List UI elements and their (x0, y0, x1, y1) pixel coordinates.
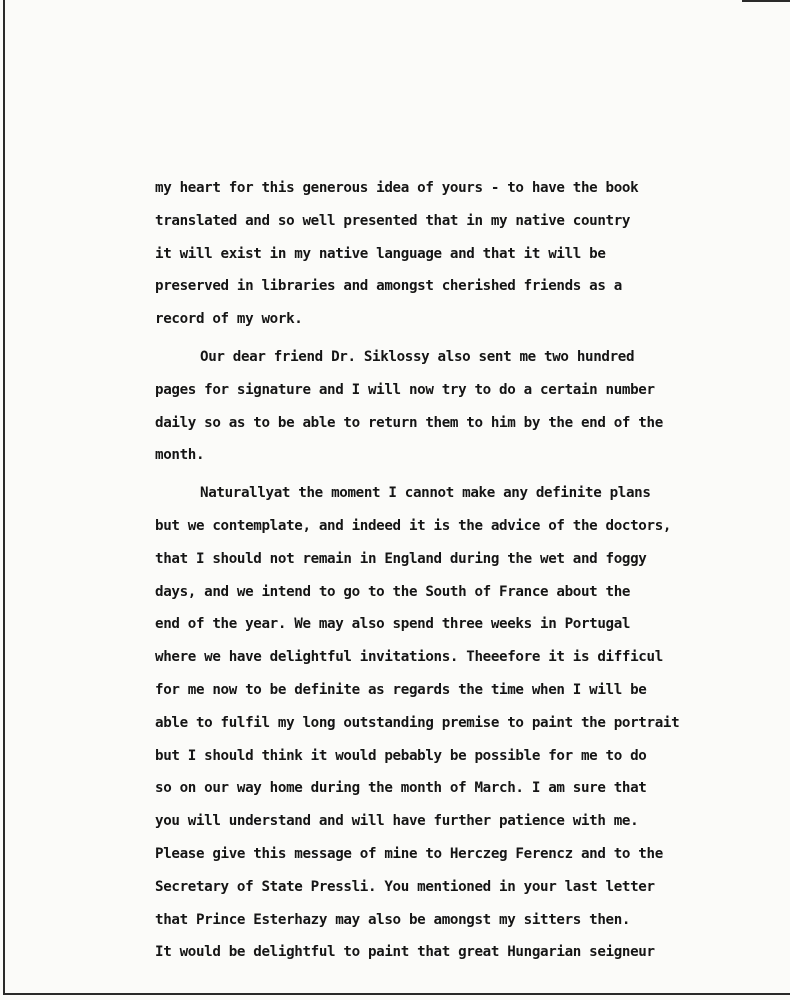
letter-body (0, 172, 790, 969)
letter-line: for me now to be definite as regards the time when I will be (155, 681, 647, 698)
letter-line: days, and we intend to go to the South of France about the (155, 583, 631, 600)
letter-line: pages for signature and I will now try to do a certain number (155, 381, 655, 398)
letter-line: Secretary of State Pressli. You mentioned in your last letter (155, 878, 655, 895)
letter-line: that I should not remain in England during the wet and foggy (155, 550, 647, 567)
letter-line: it will exist in my native language and that it will be (155, 245, 606, 262)
letter-line: my heart for this generous idea of yours - to have the book (155, 180, 639, 196)
letter-line: translated and so well presented that in my native country (155, 212, 631, 229)
letter-line: end of the year. We may also spend three weeks in Portugal (155, 616, 631, 633)
letter-line: It would be delightful to paint that great Hungarian seigneur (155, 944, 655, 961)
letter-line: you will understand and will have further patience with me. (155, 813, 639, 830)
letter-line: where we have delightful invitations. Theeefore it is difficul (155, 649, 663, 666)
letter-line: that Prince Esterhazy may also be amongst my sitters then. (155, 911, 631, 928)
letter-line: but we contemplate, and indeed it is the advice of the doctors, (155, 517, 672, 534)
letter-line: month. (155, 447, 205, 464)
letter-line: daily so as to be able to return them to him by the end of the (155, 414, 663, 431)
letter-line: so on our way home during the month of March. I am sure that (155, 780, 647, 797)
letter-line: Naturallyat the moment I cannot make any definite plans (200, 485, 651, 502)
page-top-edge-mark (742, 0, 790, 2)
letter-line: Our dear friend Dr. Siklossy also sent me two hundred (200, 348, 635, 365)
page-bottom-edge (3, 993, 790, 995)
letter-line: record of my work. (155, 311, 303, 328)
letter-line: but I should think it would pebably be possible for me to do (155, 747, 647, 764)
letter-line: able to fulfil my long outstanding premise to paint the portrait (155, 714, 680, 731)
letter-line: preserved in libraries and amongst cherished friends as a (155, 278, 622, 295)
letter-line: Please give this message of mine to Herczeg Ferencz and to the (155, 845, 663, 862)
